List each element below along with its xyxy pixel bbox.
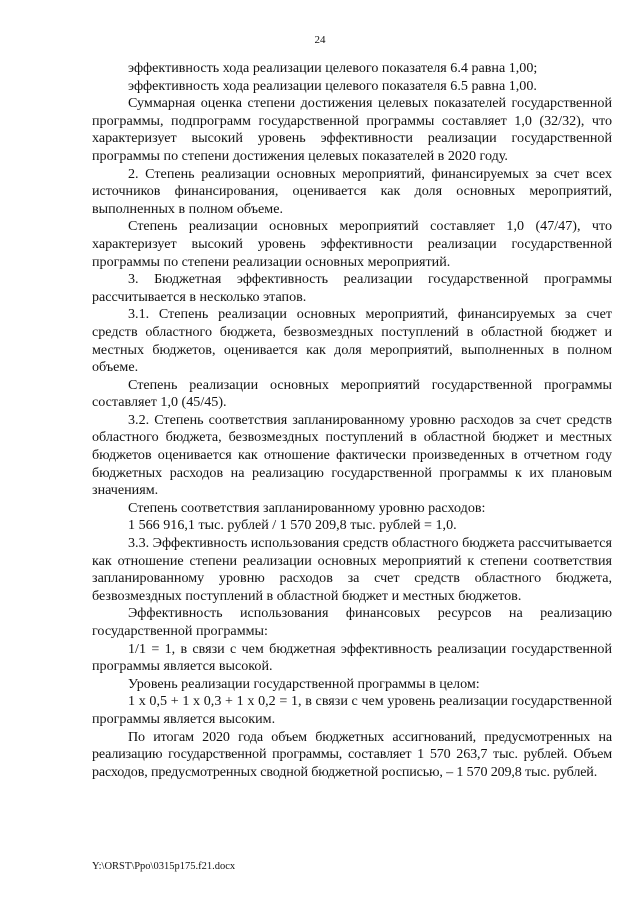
paragraph-section-3-2: 3.2. Степень соответствия запланированному уровню расходов за счет средств областного бюджета, безвозмездных поступлений в областной бюджет и местных бюджетов оценивается как отношение фактически произведенных в отчетном году бюджетных расходов на реализацию государственной программы к их плановым значениям. xyxy=(92,411,612,499)
paragraph-section-3: 3. Бюджетная эффективность реализации государственной программы рассчитывается в несколько этапов. xyxy=(92,271,612,305)
paragraph-indicator-6-4: эффективность хода реализации целевого показателя 6.4 равна 1,00; xyxy=(128,60,538,76)
paragraph-level-label: Уровень реализации государственной программы в целом: xyxy=(128,675,480,692)
paragraph-expenses-label: Степень соответствия запланированному уровню расходов: xyxy=(128,499,486,516)
paragraph-indicator-6-5: эффективность хода реализации целевого показателя 6.5 равна 1,00. xyxy=(128,77,537,94)
paragraph-budget-results: По итогам 2020 года объем бюджетных ассигнований, предусмотренных на реализацию государственной программы, составляет 1 570 263,7 тыс. рублей. Объем расходов, предусмотренных сводной бюджетной росписью, – 1 570 209,8 тыс. рублей. xyxy=(92,728,612,780)
paragraph-measures-result: Степень реализации основных мероприятий государственной программы составляет 1,0 (45/45). xyxy=(92,376,612,411)
paragraph-measures-degree: Степень реализации основных мероприятий составляет 1,0 (47/47), что характеризует высокий уровень эффективности реализации государственной программы по степени реализации основных мероприятий. xyxy=(92,218,612,270)
footer-file-path: Y:\ORST\Ppo\0315p175.f21.docx xyxy=(92,861,236,872)
page-number: 24 xyxy=(314,34,326,46)
paragraph-efficiency-formula: 1/1 = 1, в связи с чем бюджетная эффективность реализации государственной программы является высокой. xyxy=(92,640,612,675)
paragraph-section-2: 2. Степень реализации основных мероприятий, финансируемых за счет всех источников финансирования, оценивается как доля основных мероприятий, выполненных в полном объеме. xyxy=(92,165,612,217)
paragraph-level-formula: 1 x 0,5 + 1 x 0,3 + 1 x 0,2 = 1, в связи с чем уровень реализации государственной программы является высоким. xyxy=(92,693,612,727)
paragraph-section-3-1: 3.1. Степень реализации основных мероприятий, финансируемых за счет средств областного бюджета, безвозмездных поступлений в областной бюджет и местных бюджетов, оценивается как доля мероприятий, выполненных в полном объеме. xyxy=(92,306,612,376)
paragraph-efficiency-label: Эффективность использования финансовых ресурсов на реализацию государственной программы: xyxy=(92,605,612,639)
paragraph-expenses-formula: 1 566 916,1 тыс. рублей / 1 570 209,8 тыс. рублей = 1,0. xyxy=(128,517,457,534)
document-body xyxy=(92,60,612,781)
paragraph-total-assessment: Суммарная оценка степени достижения целевых показателей государственной программы, подпрограмм государственной программы составляет 1,0 (32/32), что характеризует высокий уровень эффективности реализации государственной программы по степени достижения целевых показателей в 2020 году. xyxy=(92,95,612,164)
paragraph-section-3-3: 3.3. Эффективность использования средств областного бюджета рассчитывается как отношение степени реализации основных мероприятий к степени соответствия запланированному уровню расходов за счет средств областного бюджета, безвозмездных поступлений в областной бюджет и местных бюджетов. xyxy=(92,535,612,604)
